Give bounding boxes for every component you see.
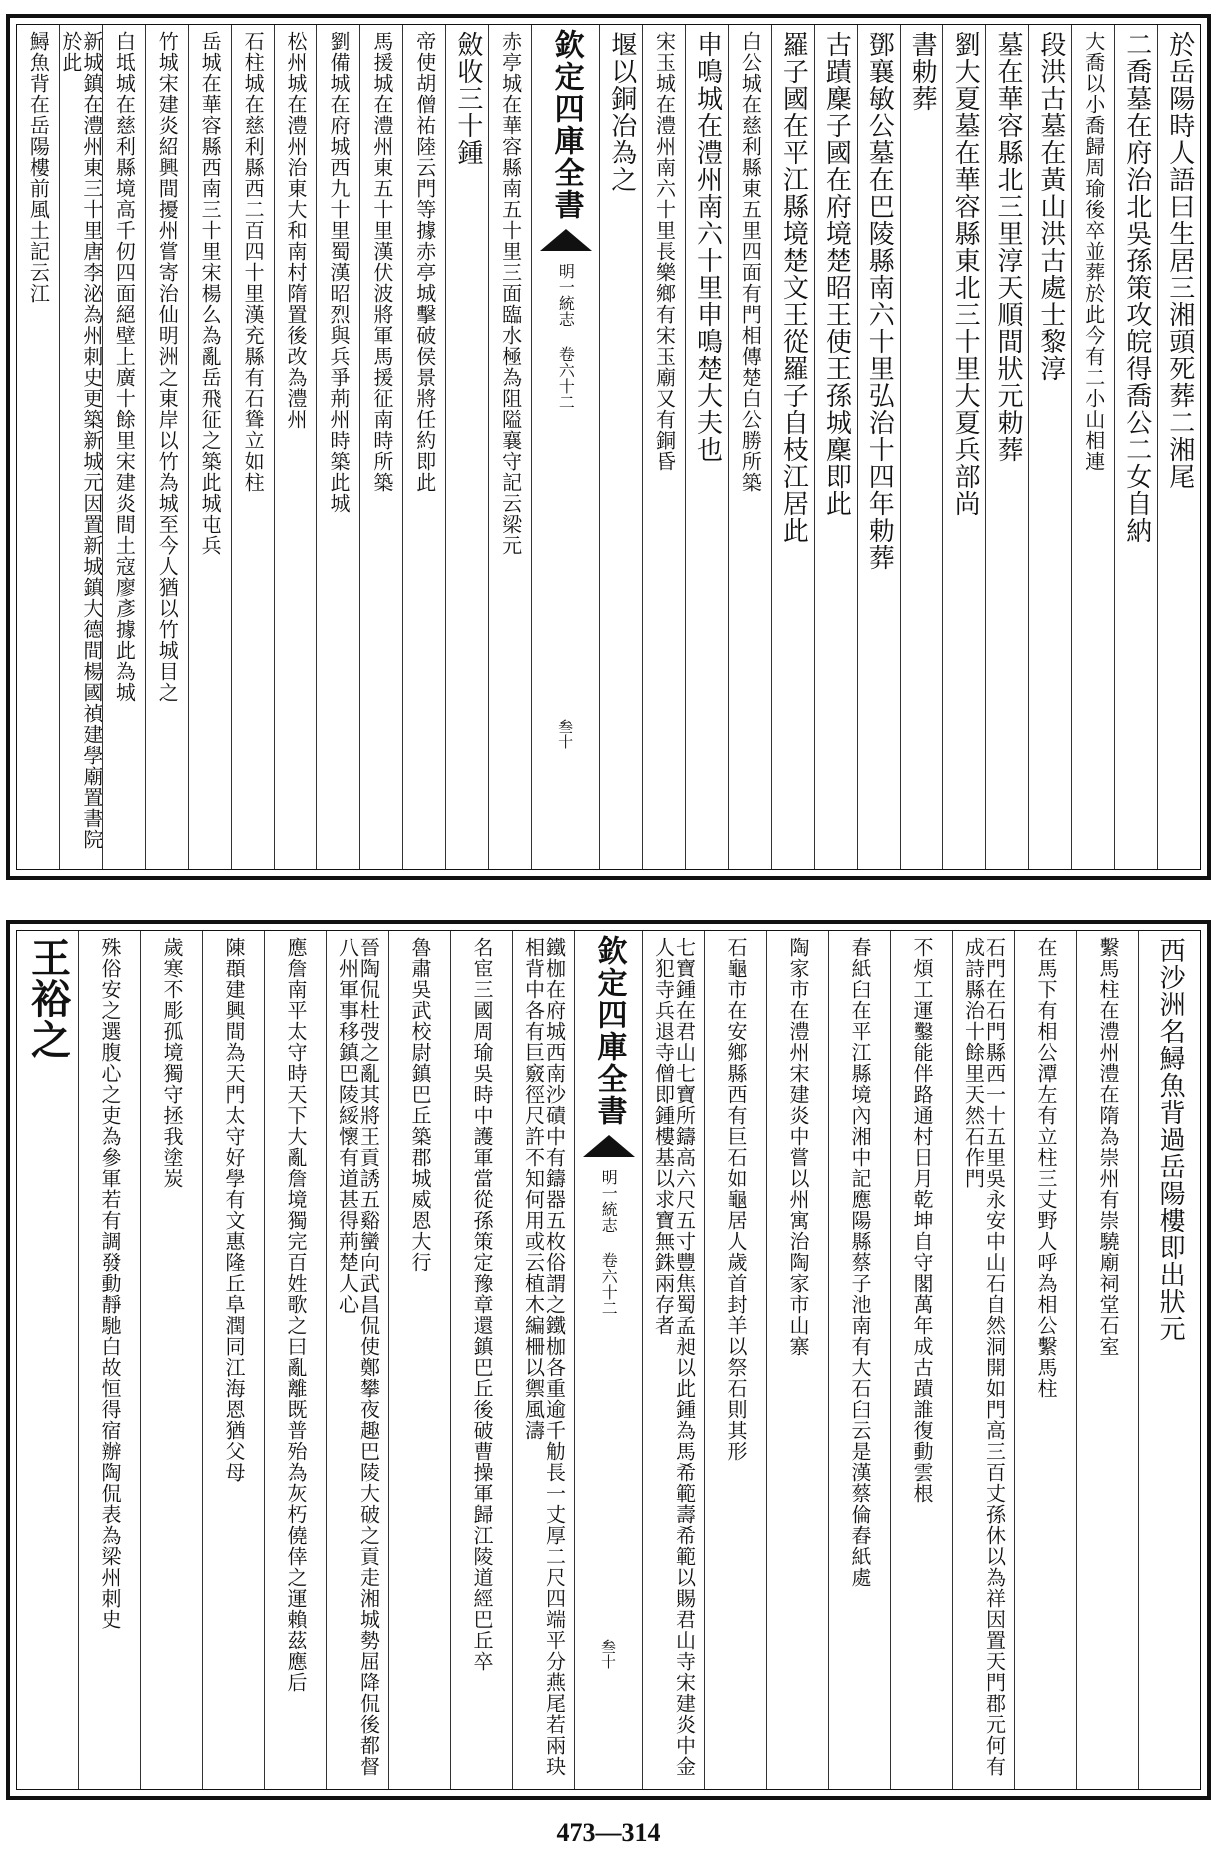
text-column: 鱘魚背在岳陽樓前風土記云江 bbox=[26, 31, 51, 304]
text-column: 羅子國在平江縣境楚文王從羅子自枝江居此 bbox=[771, 25, 814, 869]
text-column: 陶家市在澧州宋建炎中嘗以州寓治陶家市山寨 bbox=[766, 931, 828, 1789]
text-column: 鄧襄敏公墓在巴陵縣南六十里弘治十四年勅葬 bbox=[857, 25, 900, 869]
text-column: 書勅葬 bbox=[900, 25, 943, 869]
text-column: 劉備城在府城西九十里蜀漢昭烈與兵爭荊州時築此城 bbox=[316, 25, 359, 869]
text-column: 七寶鍾在君山七寶所鑄高六尺五寸豐焦蜀孟昶以此鍾為馬希範壽希範以賜君山寺宋建炎中金人犯寺兵退寺僧即鍾樓基以求寶無銖兩存者 bbox=[642, 931, 704, 1789]
text-column: 馬援城在澧州東五十里漢伏波將軍馬援征南時所築 bbox=[359, 25, 402, 869]
volume-label: 明一統志 卷六十二 bbox=[599, 1169, 619, 1316]
text-column: 殊俗安之選腹心之吏為參軍若有調發動靜馳白故恒得宿辦陶侃表為梁州刺史 bbox=[78, 931, 140, 1789]
bottom-page-frame bbox=[6, 920, 1211, 1800]
top-page bbox=[0, 0, 1217, 900]
book-title: 欽定四庫全書 bbox=[591, 935, 627, 1127]
text-column: 堰以銅冶為之 bbox=[599, 25, 642, 869]
text-column: 石龜市在安鄉縣西有巨石如龜居人歲首封羊以祭石則其形 bbox=[704, 931, 766, 1789]
fish-tail-mark bbox=[583, 1135, 635, 1157]
fish-tail-mark bbox=[540, 229, 592, 251]
top-page-frame bbox=[6, 14, 1211, 880]
page-number: 473—314 bbox=[556, 1818, 661, 1847]
bottom-page bbox=[0, 910, 1217, 1810]
text-column: 在馬下有相公潭左有立柱三丈野人呼為相公繫馬柱 bbox=[1014, 931, 1076, 1789]
text-column: 名宦三國周瑜吳時中護軍當從孫策定豫章還鎮巴丘後破曹操軍歸江陵道經巴丘卒 bbox=[450, 931, 512, 1789]
text-column: 石柱城在慈利縣西二百四十里漢充縣有石聳立如柱 bbox=[231, 25, 274, 869]
text-column: 岳城在華容縣西南三十里宋楊么為亂岳飛征之築此城屯兵 bbox=[188, 25, 231, 869]
text-column: 春紙臼在平江縣境內湘中記應陽縣蔡子池南有大石臼云是漢蔡倫舂紙處 bbox=[828, 931, 890, 1789]
text-column: 古蹟麇子國在府境楚昭王使王孫城麇即此 bbox=[814, 25, 857, 869]
text-column: 赤亭城在華容縣南五十里三面臨水極為阻隘襄守記云梁元 bbox=[488, 25, 531, 869]
center-fold bbox=[574, 931, 642, 1789]
text-column: 帝使胡僧祐陸云門等據赤亭城擊破侯景將任約即此 bbox=[402, 25, 445, 869]
text-column: 西沙洲名鱘魚背過岳陽樓即出狀元 bbox=[1138, 931, 1200, 1789]
center-fold bbox=[531, 25, 599, 869]
text-column: 松州城在澧州治東大和南村隋置後改為澧州 bbox=[274, 25, 317, 869]
text-column: 宋玉城在澧州南六十里長樂鄉有宋玉廟又有銅昏 bbox=[642, 25, 685, 869]
text-column: 竹城宋建炎紹興間擾州嘗寄治仙明洲之東岸以竹為城至今人猶以竹城目之 bbox=[145, 25, 188, 869]
text-column: 斂收三十鍾 bbox=[445, 25, 488, 869]
text-column: 歲寒不彫孤境獨守拯我塗炭 bbox=[140, 931, 202, 1789]
text-column: 於岳陽時人語曰生居三湘頭死葬二湘尾 bbox=[1157, 25, 1200, 869]
text-column: 劉大夏墓在華容縣東北三十里大夏兵部尚 bbox=[942, 25, 985, 869]
text-column: 申鳴城在澧州南六十里申鳴楚大夫也 bbox=[685, 25, 728, 869]
bottom-page-columns bbox=[16, 930, 1201, 1790]
text-column: 繫馬柱在澧州澧在隋為崇州有崇驍廟祠堂石室 bbox=[1076, 931, 1138, 1789]
text-column: 不煩工運鑿能伴路通村日月乾坤自守閣萬年成古蹟誰復動雲根 bbox=[890, 931, 952, 1789]
text-column: 石門在石門縣西一十五里吳永安中山石自然洞開如門高三百丈孫休以為祥因置天門郡元何有成詩縣治十餘里天然石作門 bbox=[952, 931, 1014, 1789]
text-column: 魯肅吳武校尉鎮巴丘築郡城威恩大行 bbox=[388, 931, 450, 1789]
text-column: 陳頵建興間為天門太守好學有文惠隆丘阜潤同江海恩猶父母 bbox=[202, 931, 264, 1789]
text-column: 晉陶侃杜弢之亂其將王貢誘五谿蠻向武昌侃使鄭攀夜趣巴陵大破之貢走湘城勢屈降侃後都督八州軍事移鎮巴陵綏懷有道甚得荊楚人心 bbox=[326, 931, 388, 1789]
text-column: 墓在華容縣北三里淳天順間狀元勅葬 bbox=[985, 25, 1028, 869]
text-column: 二喬墓在府治北吳孫策攻皖得喬公二女自納 bbox=[1114, 25, 1157, 869]
text-column: 王裕之 bbox=[24, 937, 72, 1060]
text-column: 大喬以小喬歸周瑜後卒並葬於此今有二小山相連 bbox=[1071, 25, 1114, 869]
volume-label: 明一統志 卷六十二 bbox=[556, 263, 576, 410]
text-column: 白公城在慈利縣東五里四面有門相傳楚白公勝所築 bbox=[728, 25, 771, 869]
text-column: 白坻城在慈利縣境高千仞四面絕壁上廣十餘里宋建炎間土寇廖彥據此為城 bbox=[102, 25, 145, 869]
text-column: 應詹南平太守時天下大亂詹境獨完百姓歌之曰亂離既普殆為灰朽僥倖之運賴茲應后 bbox=[264, 931, 326, 1789]
top-page-columns bbox=[16, 24, 1201, 870]
leaf-number: 叁十 bbox=[599, 1639, 617, 1669]
text-column: 段洪古墓在黃山洪古處士黎淳 bbox=[1028, 25, 1071, 869]
leaf-number: 叁十 bbox=[556, 719, 575, 749]
text-column: 鐵枷在府城西南沙磧中有鑄器五枚俗謂之鐵枷各重逾千觔長一丈厚二尺四端平分燕尾若兩玦相背中各有巨竅徑尺許不知何用或云植木編柵以禦風濤 bbox=[512, 931, 574, 1789]
text-column: 新城鎮在澧州東三十里唐李泌為州刺史更築新城元因置新城鎮大德間楊國禎建學廟置書院於此 bbox=[59, 25, 102, 869]
book-title: 欽定四庫全書 bbox=[548, 29, 584, 221]
